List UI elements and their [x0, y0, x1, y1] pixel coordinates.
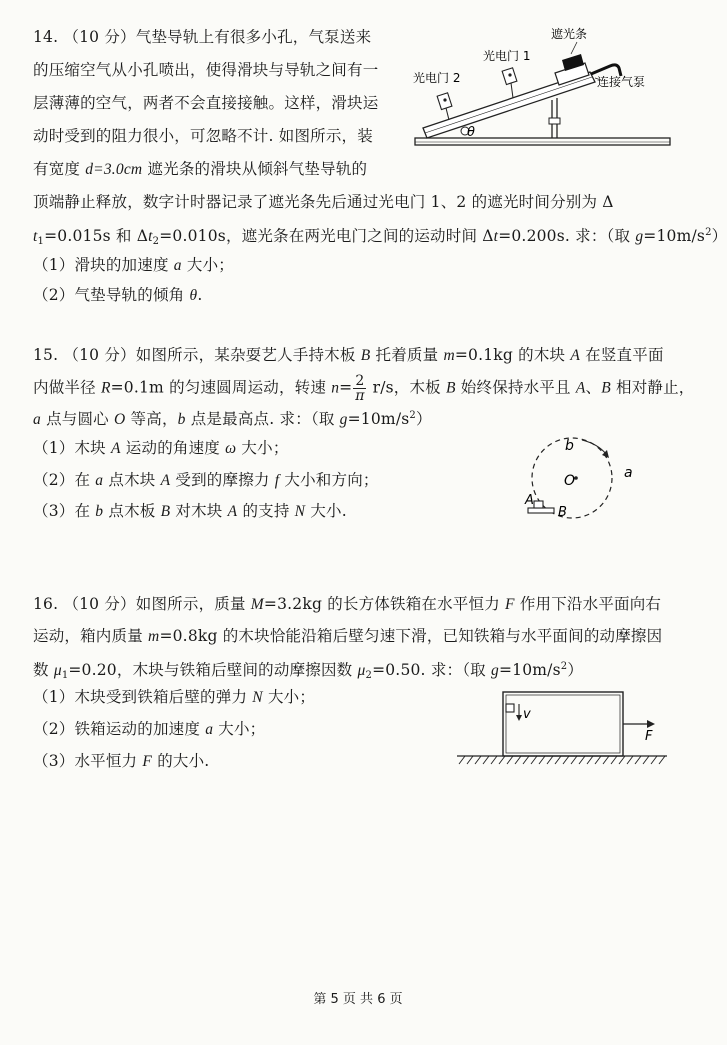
q16-sub-2: （2）铁箱运动的加速度 a 大小；: [33, 720, 266, 738]
q16-iron-box-figure: [455, 688, 675, 774]
label-shading-strip: 遮光条: [551, 27, 588, 41]
q15-sub-3: （3）在 b 点木板 B 对木块 A 的支持 N 大小.: [33, 502, 347, 520]
q15-score: （10 分）: [63, 346, 136, 364]
q16-score: （10 分）: [63, 595, 136, 613]
page-footer: 第 5 页 共 6 页: [313, 992, 403, 1007]
q14-line-4: 动时受到的阻力很小，可忽略不计. 如图所示，装: [33, 127, 373, 145]
q14-score: （10 分）: [63, 28, 136, 46]
q14-line-2: 的压缩空气从小孔喷出，使得滑块与导轨之间有一: [33, 61, 379, 79]
label-O: O: [564, 473, 576, 489]
block-A: [534, 501, 543, 508]
q14-line-3: 层薄薄的空气，两者不会直接接触。这样，滑块运: [33, 94, 379, 112]
label-A: A: [525, 493, 534, 508]
q14-line-6: 顶端静止释放，数字计时器记录了遮光条先后通过光电门 1、2 的遮光时间分别为 Δ: [33, 193, 614, 211]
q15-line-3: a 点与圆心 O 等高，b 点是最高点. 求：（取 $g=10m/s^2$）: [33, 410, 432, 428]
q16-line-2: 运动，箱内质量 m=0.8kg 的木块恰能沿箱后壁匀速下滑，已知铁箱与水平面间的动摩擦因: [33, 627, 663, 645]
q14-line-7: $t_1=0.015s$ 和 $\Delta t_2=0.010s$，遮光条在两光电门之间的运动时间 Δt=0.200s. 求：（取 $g=10m/s^2$）: [33, 227, 727, 247]
label-B: B: [558, 505, 567, 520]
q15-sub-2: （2）在 a 点木块 A 受到的摩擦力 f 大小和方向；: [33, 471, 379, 489]
track-base: [415, 138, 670, 145]
q14-line-1: 14. （10 分）气垫导轨上有很多小孔，气泵送来: [33, 28, 372, 46]
q14-air-track-figure: [405, 20, 675, 160]
ground-hatch: [459, 756, 665, 764]
q16-line-1: 16. （10 分）如图所示，质量 M=3.2kg 的长方体铁箱在水平恒力 F 作用下沿水平面向右: [33, 595, 662, 613]
iron-box: [503, 692, 623, 756]
rotation-speed-fraction: $\frac{2}{\pi}$: [355, 373, 365, 404]
theta-label: θ: [467, 125, 475, 140]
q15-line-1: 15. （10 分）如图所示，某杂耍艺人手持木板 B 托着质量 m=0.1kg 的木块 A 在竖直平面: [33, 346, 664, 364]
q16-line-3: 数 $\mu_1=0.20$，木块与铁箱后壁间的动摩擦因数 $\mu_2=0.50$. 求：（取 $g=10m/s^2$）: [33, 661, 584, 681]
q16-sub-3: （3）水平恒力 F 的大小.: [33, 752, 210, 770]
q15-number: 15.: [33, 346, 59, 364]
label-photogate-2: 光电门 2: [413, 71, 461, 85]
q15-sub-1: （1）木块 A 运动的角速度 ω 大小；: [33, 439, 289, 457]
label-photogate-1: 光电门 1: [483, 49, 531, 63]
q14-sub-2: （2）气垫导轨的倾角 θ.: [33, 286, 203, 304]
board-B: [528, 508, 554, 513]
q15-line-2: 内做半径 R=0.1m 的匀速圆周运动，转速 n= $\frac{2}{\pi}$ r/s，木板 B 始终保持水平且 A、B 相对静止，: [33, 373, 695, 404]
q14-sub-1: （1）滑块的加速度 a 大小；: [33, 256, 234, 274]
q14-line-5: 有宽度 d=3.0cm 遮光条的滑块从倾斜气垫导轨的: [33, 160, 368, 178]
q16-sub-1: （1）木块受到铁箱后壁的弹力 N 大小；: [33, 688, 316, 706]
wooden-block: [506, 704, 514, 712]
q16-number: 16.: [33, 595, 59, 613]
label-v: v: [523, 707, 531, 722]
q15-circular-motion-figure: [520, 428, 650, 524]
q14-number: 14.: [33, 28, 59, 46]
label-pump: 连接气泵: [597, 75, 646, 89]
label-b: b: [565, 438, 574, 454]
label-F: F: [645, 729, 653, 744]
label-a: a: [624, 465, 633, 481]
rotation-arrow: [582, 440, 606, 454]
